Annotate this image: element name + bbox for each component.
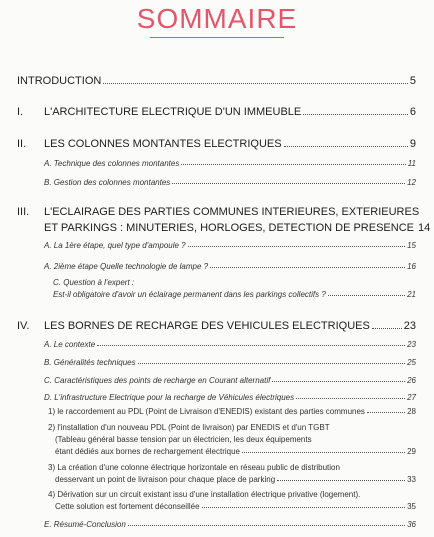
dot-leader [242,452,405,453]
toc-entry-label: LES COLONNES MONTANTES ELECTRIQUES [44,138,282,150]
toc-entry-label: A. 2ième étape Quelle technologie de lampe ? [44,262,209,271]
toc-entry-label: A. Le contexte [44,340,96,349]
dot-leader [272,381,405,382]
toc-entry-label-line1: C. Question à l'expert : [53,278,135,287]
dot-leader [172,183,405,184]
dot-leader [372,328,402,329]
toc-entry-page: 25 [407,358,416,367]
toc-entry-page: 5 [409,75,416,87]
dot-leader [103,83,408,84]
toc-entry-label: L'ARCHITECTURE ELECTRIQUE D'UN IMMEUBLE [44,106,302,118]
toc-entry-label: A. Technique des colonnes montantes [44,159,180,168]
dot-leader [210,267,405,268]
toc-entry-page: 27 [407,393,416,402]
toc-entry-label: Est-il obligatoire d'avoir un éclairage permanent dans les parkings collectifs ? [53,290,326,299]
title-underline [150,37,284,38]
toc-entry-label: B. Généralités techniques [44,358,136,367]
toc-entry-label-line1: 3) La création d'une colonne électrique horizontale en réseau public de distribution [48,463,340,472]
toc-entry-page: 12 [407,178,416,187]
toc-entry-label: E. Résumé-Conclusion [44,520,126,529]
toc-entry-label: LES BORNES DE RECHARGE DES VEHICULES ELECTRIQUES [44,320,370,332]
toc-entry-section-4b[interactable] [44,358,416,367]
toc-entry-section-4d1[interactable] [48,407,416,416]
toc-entry-label: desservant un point de livraison pour chaque place de parking [55,475,276,484]
toc-entry-label: B. Gestion des colonnes montantes [44,178,171,187]
toc-entry-page: 33 [407,475,416,484]
toc-entry-label: Cette solution est fortement déconseillée [55,502,200,511]
toc-entry-section-3b[interactable] [44,262,416,271]
dot-leader [277,480,405,481]
toc-entry-section-2a[interactable] [44,159,416,168]
toc-entry-page: 35 [407,502,416,511]
dot-leader [303,114,408,115]
toc-entry-section-3a[interactable] [44,241,416,250]
dot-leader [181,164,405,165]
toc-entry-section-4c[interactable] [44,376,416,385]
dot-leader [284,146,408,147]
dot-leader [296,398,405,399]
toc-entry-section-4d4[interactable] [55,502,416,511]
section-number-4: IV. [17,320,30,332]
toc-entry-section-2[interactable] [44,138,416,150]
toc-entry-label: A. La 1ère étape, quel type d'ampoule ? [44,241,186,250]
toc-entry-section-4d3[interactable] [55,475,416,484]
toc-entry-page: 16 [407,262,416,271]
toc-entry-section-4[interactable] [44,320,416,332]
toc-entry-page: 28 [407,407,416,416]
toc-entry-section-1[interactable] [44,106,416,118]
toc-entry-label-line2: (Tableau général basse tension par un électricien, les deux équipements [55,435,312,444]
toc-entry-section-2b[interactable] [44,178,416,187]
page-title: SOMMAIRE [136,3,298,34]
section-number-1: I. [17,106,24,118]
section-number-2: II. [17,138,27,150]
toc-entry-label-line1: 2) l'installation d'un nouveau PDL (Point de livraison) par ENEDIS et d'un TGBT [48,423,330,432]
toc-entry-page: 11 [407,159,416,168]
dot-leader [128,525,405,526]
toc-entry-section-4a[interactable] [44,340,416,349]
toc-entry-page: 15 [407,241,416,250]
toc-entry-page: 36 [407,520,416,529]
toc-entry-page: 9 [409,138,416,150]
dot-leader [328,295,405,296]
toc-entry-label: ET PARKINGS : MINUTERIES, HORLOGES, DETECTION DE PRESENCE [44,222,414,234]
dot-leader [202,507,406,508]
dot-leader [367,412,405,413]
dot-leader [138,363,405,364]
toc-entry-page: 14 [418,222,431,234]
toc-entry-label: D. L'infrastructure Electrique pour la recharge de Véhicules électriques [44,393,295,402]
toc-entry-label: étant dédiés aux bornes de rechargement électrique [55,447,241,456]
title-area [0,0,434,44]
dot-leader [97,345,405,346]
toc-entry-label-line1: 4) Dérivation sur un circuit existant issu d'une installation électrique privative (logement). [48,490,361,499]
toc-entry-page: 21 [407,290,416,299]
toc-entry-page: 6 [409,106,416,118]
toc-entry-section-3[interactable] [44,222,431,234]
section-number-3: III. [17,206,30,218]
toc-entry-section-4e[interactable] [44,520,416,529]
toc-entry-label: C. Caractéristiques des points de recharge en Courant alternatif [44,376,271,385]
dot-leader [188,246,405,247]
toc-entry-section-3c[interactable] [53,290,416,299]
toc-entry-page: 23 [403,320,416,332]
toc-entry-label-line1: L'ECLAIRAGE DES PARTIES COMMUNES INTERIEURES, EXTERIEURES [44,206,420,218]
toc-entry-page: 29 [407,447,416,456]
toc-entry-page: 26 [407,376,416,385]
toc-entry-section-4d2[interactable] [55,447,416,456]
toc-entry-label: 1) le raccordement au PDL (Point de Livraison d'ENEDIS) existant des parties communes [48,407,365,416]
toc-entry-page: 23 [407,340,416,349]
toc-entry-introduction[interactable] [17,75,416,87]
toc-entry-label: INTRODUCTION [17,75,102,87]
toc-entry-section-4d[interactable] [44,393,416,402]
